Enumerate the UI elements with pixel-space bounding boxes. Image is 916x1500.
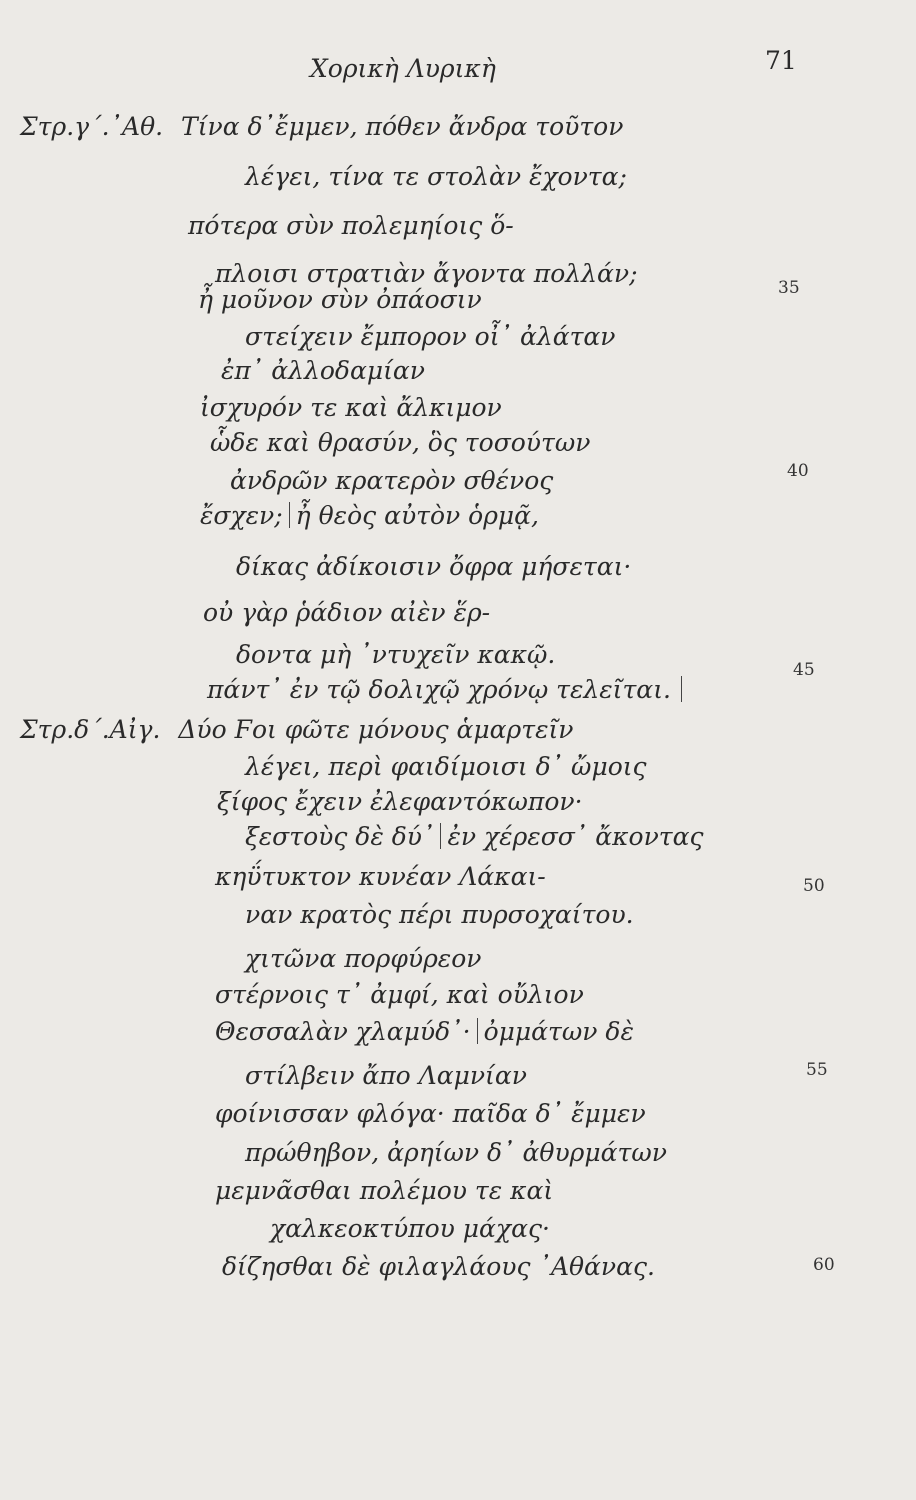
verse-line: ἦ μοῦνον σὺν ὀπάοσιν	[198, 285, 482, 314]
verse-line: δίκας ἀδίκοισιν ὄφρα μήσεται·	[236, 552, 632, 581]
verse-line: στίλβειν ἄπο Λαμνίαν	[245, 1061, 527, 1090]
running-head: Χορικὴ Λυρικὴ	[310, 54, 496, 83]
verse-line	[200, 501, 539, 531]
verse-line: πλοισι στρατιὰν ἄγοντα πολλάν;	[215, 259, 638, 288]
line-number: 60	[813, 1255, 835, 1275]
verse-line	[20, 715, 574, 745]
verse-line	[215, 1017, 634, 1047]
verse-line: ναν κρατὸς πέρι πυρσοχαίτου.	[245, 900, 634, 929]
verse-text: Θεσσαλὰν χλαμύδ᾿·	[215, 1017, 471, 1046]
verse-text: ἔσχεν;	[200, 501, 283, 530]
verse-line: φοίνισσαν φλόγα· παῖδα δ᾿ ἔμμεν	[215, 1099, 646, 1128]
verse-text: Τίνα δ᾿ἔμμεν, πόθεν ἄνδρα τοῦτον	[181, 112, 624, 141]
verse-line: χαλκεοκτύπου μάχας·	[270, 1214, 550, 1243]
verse-text: ξεστοὺς δὲ δύ᾿	[245, 822, 435, 851]
page-number: 71	[765, 46, 797, 75]
verse-line: ἰσχυρόν τε καὶ ἄλκιμον	[200, 393, 502, 422]
colon-separator	[289, 502, 290, 528]
strophe-speaker: Στρ.γ΄.᾿Αθ.	[20, 112, 164, 141]
verse-line: μεμνᾶσθαι πολέμου τε καὶ	[215, 1176, 554, 1205]
verse-line	[20, 112, 623, 142]
line-number: 35	[778, 278, 800, 298]
verse-text: Δύο Ϝοι φῶτε μόνους ἁμαρτεῖν	[178, 715, 574, 744]
verse-line: στείχειν ἔμπορον οἶ᾿ ἀλάταν	[245, 322, 616, 351]
verse-line: οὐ γὰρ ῥάδιον αἰὲν ἕρ-	[203, 598, 491, 627]
verse-line: ἐπ᾿ ἀλλοδαμίαν	[221, 356, 425, 385]
line-number: 55	[806, 1060, 828, 1080]
verse-line: λέγει, τίνα τε στολὰν ἔχοντα;	[245, 162, 627, 191]
verse-line: ξίφος ἔχειν ἐλεφαντόκωπον·	[217, 787, 583, 816]
line-number: 50	[803, 876, 825, 896]
verse-line: ὧδε καὶ θρασύν, ὃς τοσούτων	[210, 428, 591, 457]
verse-line: πρώθηβον, ἀρηίων δ᾿ ἀθυρμάτων	[245, 1138, 667, 1167]
verse-line: χιτῶνα πορφύρεον	[245, 944, 482, 973]
colon-separator	[440, 823, 441, 849]
verse-text: ἐν χέρεσσ᾿ ἄκοντας	[447, 822, 704, 851]
verse-text: πάντ᾿ ἐν τῷ δολιχῷ χρόνῳ τελεῖται.	[207, 675, 671, 704]
verse-line: πότερα σὺν πολεμηίοις ὅ-	[188, 211, 514, 240]
line-number: 40	[787, 461, 809, 481]
colon-separator	[477, 1018, 478, 1044]
verse-line	[245, 822, 704, 852]
verse-line: δίζησθαι δὲ φιλαγλάους ᾿Αθάνας.	[222, 1252, 655, 1281]
line-number: 45	[793, 660, 815, 680]
verse-text: ἦ θεὸς αὐτὸν ὁρμᾷ,	[295, 501, 539, 530]
verse-line: κηΰτυκτον κυνέαν Λάκαι-	[215, 862, 546, 891]
verse-line: δοντα μὴ ᾿ντυχεῖν κακῷ.	[236, 640, 556, 669]
strophe-speaker: Στρ.δ΄.Αἰγ.	[20, 715, 161, 744]
verse-line: λέγει, περὶ φαιδίμοισι δ᾿ ὤμοις	[245, 752, 647, 781]
verse-text: ὀμμάτων δὲ	[483, 1017, 634, 1046]
verse-line: στέρνοις τ᾿ ἀμφί, καὶ οὔλιον	[215, 980, 584, 1009]
verse-line: ἀνδρῶν κρατερὸν σθένος	[230, 466, 554, 495]
colon-separator	[681, 676, 682, 702]
verse-line	[207, 675, 688, 705]
